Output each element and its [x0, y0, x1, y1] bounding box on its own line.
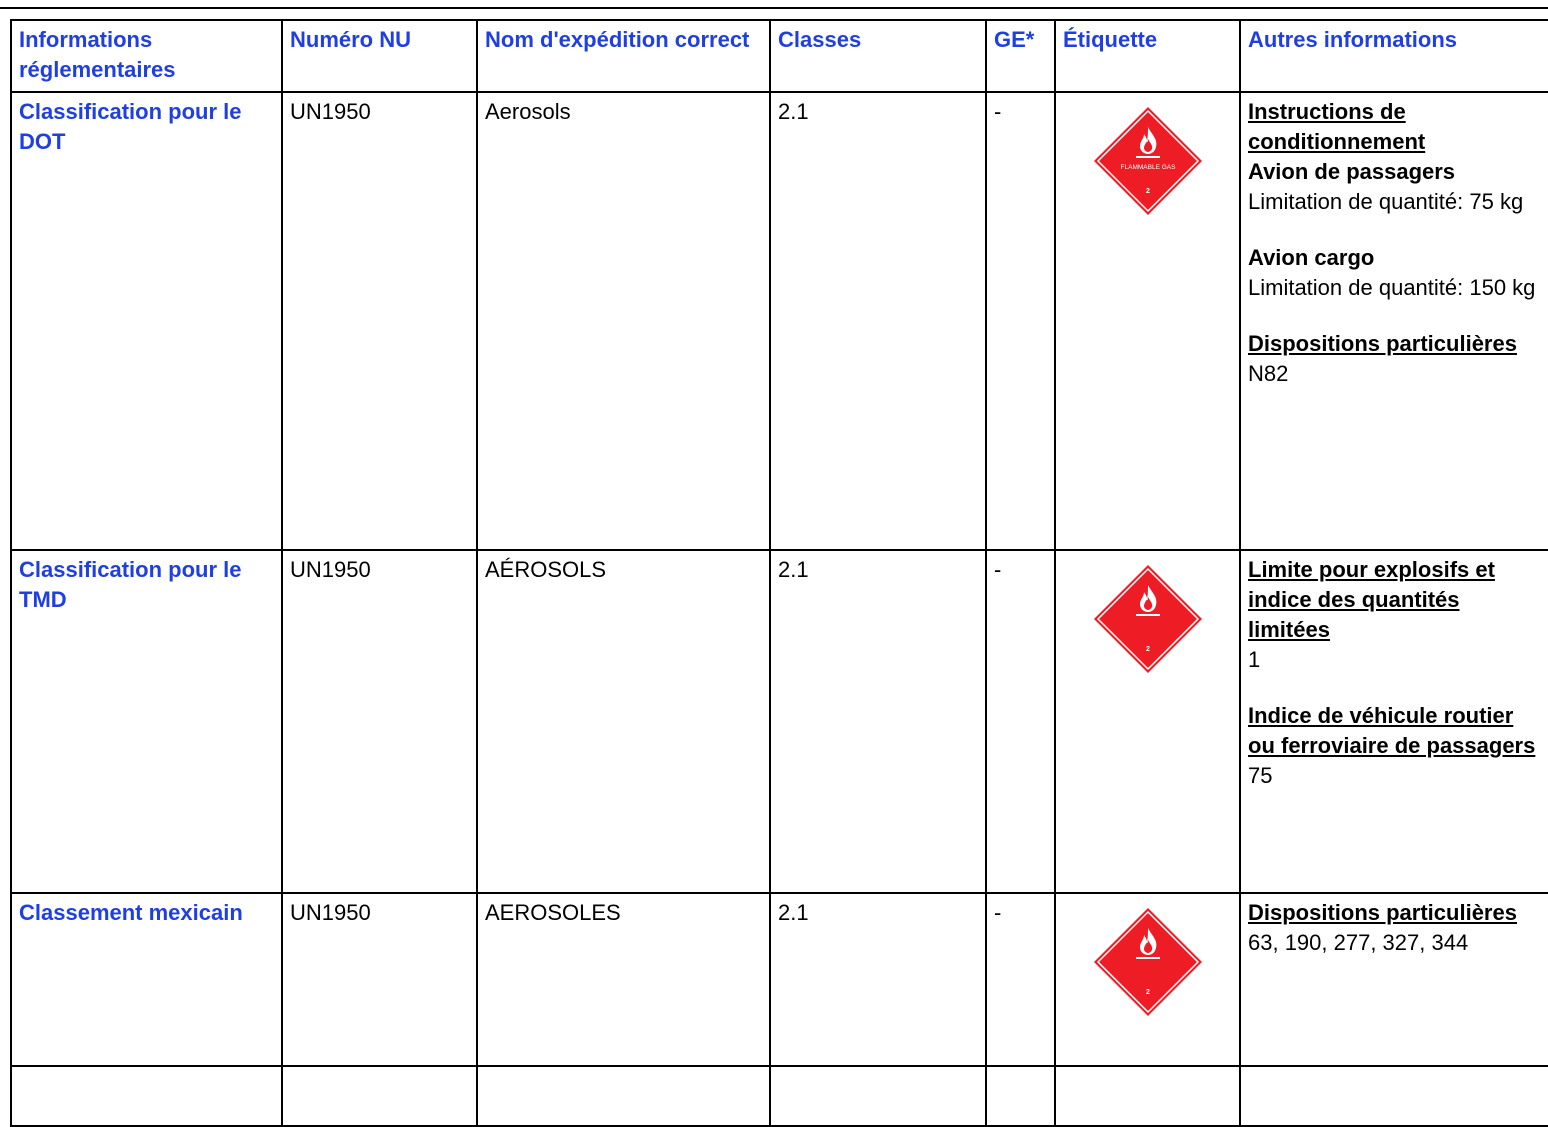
other-info-cell	[1240, 550, 1548, 893]
class-cell: 2.1	[770, 550, 986, 893]
table-row-mexican	[11, 893, 1548, 1066]
empty-cell	[770, 1066, 986, 1126]
label-cell	[1055, 550, 1240, 893]
empty-cell	[282, 1066, 477, 1126]
other-info-cell	[1240, 92, 1548, 550]
info-value: Limitation de quantité: 75 kg	[1248, 189, 1524, 214]
header-other-info: Autres informations	[1240, 20, 1548, 92]
shipping-name-cell: Aerosols	[477, 92, 770, 550]
info-subtitle: Avion cargo	[1248, 245, 1375, 270]
info-value: Limitation de quantité: 150 kg	[1248, 275, 1536, 300]
shipping-name-cell: AÉROSOLS	[477, 550, 770, 893]
header-reg-info: Informations réglementaires	[11, 20, 282, 92]
info-title: Indice de véhicule routier ou ferroviaire de passagers	[1248, 703, 1536, 758]
table-row-tmd	[11, 550, 1548, 893]
flammable-gas-placard-icon	[1092, 563, 1204, 675]
row-title: Classification pour le TMD	[11, 550, 282, 893]
un-number-cell: UN1950	[282, 550, 477, 893]
ge-cell: -	[986, 92, 1055, 550]
info-value: 75	[1248, 763, 1273, 788]
ge-cell: -	[986, 893, 1055, 1066]
header-ge: GE*	[986, 20, 1055, 92]
placard-number: 2	[1145, 646, 1150, 653]
header-un-number: Numéro NU	[282, 20, 477, 92]
info-title: Instructions de conditionnement	[1248, 99, 1426, 154]
un-number-cell: UN1950	[282, 92, 477, 550]
flammable-gas-placard-icon	[1092, 906, 1204, 1018]
label-cell	[1055, 92, 1240, 550]
info-title: Dispositions particulières	[1248, 331, 1517, 356]
table-row-partial	[11, 1066, 1548, 1126]
row-title: Classement mexicain	[11, 893, 282, 1066]
header-shipping-name: Nom d'expédition correct	[477, 20, 770, 92]
class-cell: 2.1	[770, 92, 986, 550]
header-classes: Classes	[770, 20, 986, 92]
info-value: N82	[1248, 361, 1289, 386]
empty-cell	[11, 1066, 282, 1126]
un-number-cell: UN1950	[282, 893, 477, 1066]
empty-cell	[477, 1066, 770, 1126]
empty-cell	[1240, 1066, 1548, 1126]
flammable-gas-placard-icon	[1092, 105, 1204, 217]
label-cell	[1055, 893, 1240, 1066]
ge-cell: -	[986, 550, 1055, 893]
info-value: 1	[1248, 647, 1261, 672]
info-title: Dispositions particulières	[1248, 900, 1517, 925]
other-info-cell	[1240, 893, 1548, 1066]
placard-number: 2	[1145, 989, 1150, 996]
info-subtitle: Avion de passagers	[1248, 159, 1456, 184]
shipping-name-cell: AEROSOLES	[477, 893, 770, 1066]
top-frame	[0, 0, 1548, 9]
class-cell: 2.1	[770, 893, 986, 1066]
header-row	[11, 20, 1548, 92]
placard-number: 2	[1145, 188, 1150, 195]
empty-cell	[986, 1066, 1055, 1126]
info-value: 63, 190, 277, 327, 344	[1248, 930, 1469, 955]
info-title: Limite pour explosifs et indice des quantités limitées	[1248, 557, 1495, 642]
empty-cell	[1055, 1066, 1240, 1126]
header-label: Étiquette	[1055, 20, 1240, 92]
row-title: Classification pour le DOT	[11, 92, 282, 550]
placard-text: FLAMMABLE GAS	[1120, 164, 1175, 171]
regulatory-table	[10, 19, 1548, 1127]
table-row-dot	[11, 92, 1548, 550]
